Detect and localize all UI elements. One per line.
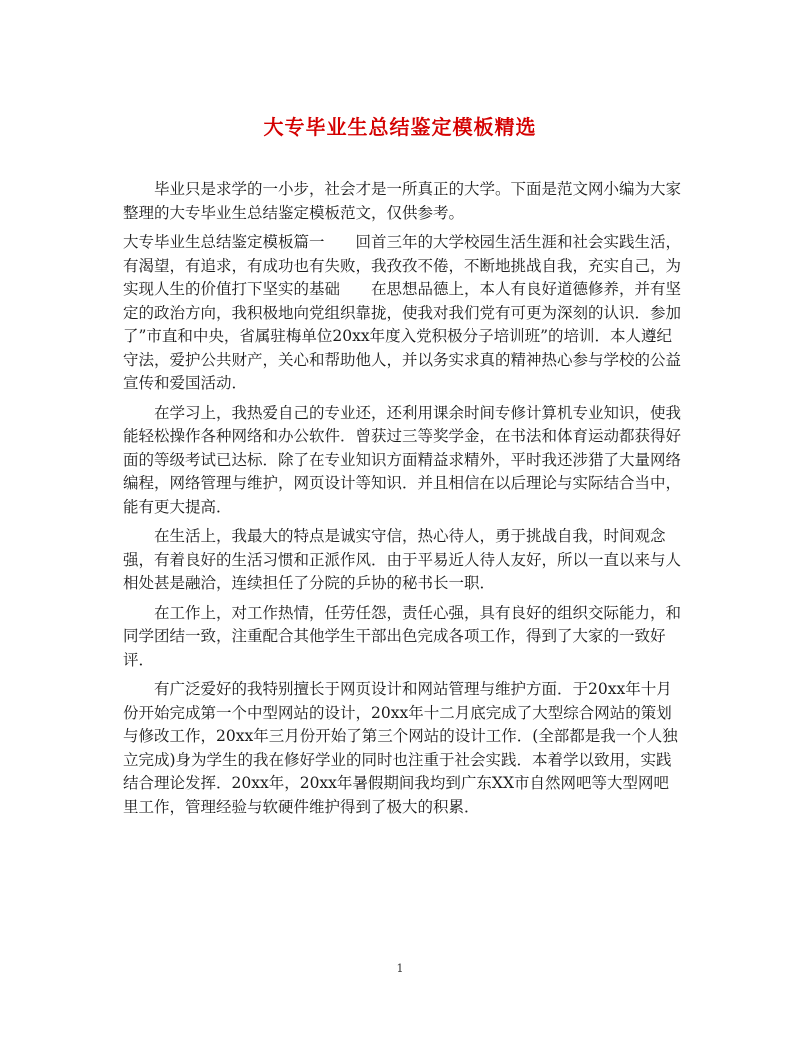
life-paragraph: 在生活上，我最大的特点是诚实守信，热心待人，勇于挑战自我，时间观念强，有着良好的生活习惯和正派作风．由于平易近人待人友好，所以一直以来与人相处甚是融洽，连续担任了分院的乒协的秘书长一职．: [123, 527, 682, 592]
study-paragraph: 在学习上，我热爱自己的专业还，还利用课余时间专修计算机专业知识，使我能轻松操作各种网络和办公软件．曾获过三等奖学金，在书法和体育运动都获得好面的等级考试已达标．除了在专业知识方面精益求精外，平时我还涉猎了大量网络编程，网络管理与维护，网页设计等知识．并且相信在以后理论与实际结合当中，能有更大提高．: [123, 403, 682, 516]
hobby-paragraph: 有广泛爱好的我特别擅长于网页设计和网站管理与维护方面．于20xx年十月份开始完成第一个中型网站的设计，20xx年十二月底完成了大型综合网站的策划与修改工作，20xx年三月份开始了第三个网站的设计工作．(全部都是我一个人独立完成)身为学生的我在修好学业的同时也注重于社会实践．本着学以致用，实践结合理论发挥．20xx年，20xx年暑假期间我均到广东XX市自然网吧等大型网吧里工作，管理经验与软硬件维护得到了极大的积累．: [123, 680, 678, 816]
page-number: 1: [396, 962, 404, 975]
intro-paragraph: 毕业只是求学的一小步，社会才是一所真正的大学。下面是范文网小编为大家整理的大专毕业生总结鉴定模板范文，仅供参考。: [123, 180, 682, 222]
document-title: 大专毕业生总结鉴定模板精选: [263, 115, 537, 139]
work-paragraph: 在工作上，对工作热情，任劳任怨，责任心强，具有良好的组织交际能力，和同学团结一致，注重配合其他学生干部出色完成各项工作，得到了大家的一致好评．: [123, 603, 682, 669]
section-one-paragraph: 大专毕业生总结鉴定模板篇一 回首三年的大学校园生活生涯和社会实践生活，有渴望，有追求，有成功也有失败，我孜孜不倦，不断地挑战自我，充实自己，为实现人生的价值打下坚实的基础 在思想品德上，本人有良好道德修养，并有坚定的政治方向，我积极地向党组织靠拢，使我对我们党有可更为深刻的认识．参加了”市直和中央，省属驻梅单位20xx年度入党积极分子培训班”的培训．本人遵纪守法，爱护公共财产，关心和帮助他人，并以务实求真的精神热心参与学校的公益宣传和爱国活动．: [123, 233, 682, 392]
document-body: [123, 178, 683, 825]
